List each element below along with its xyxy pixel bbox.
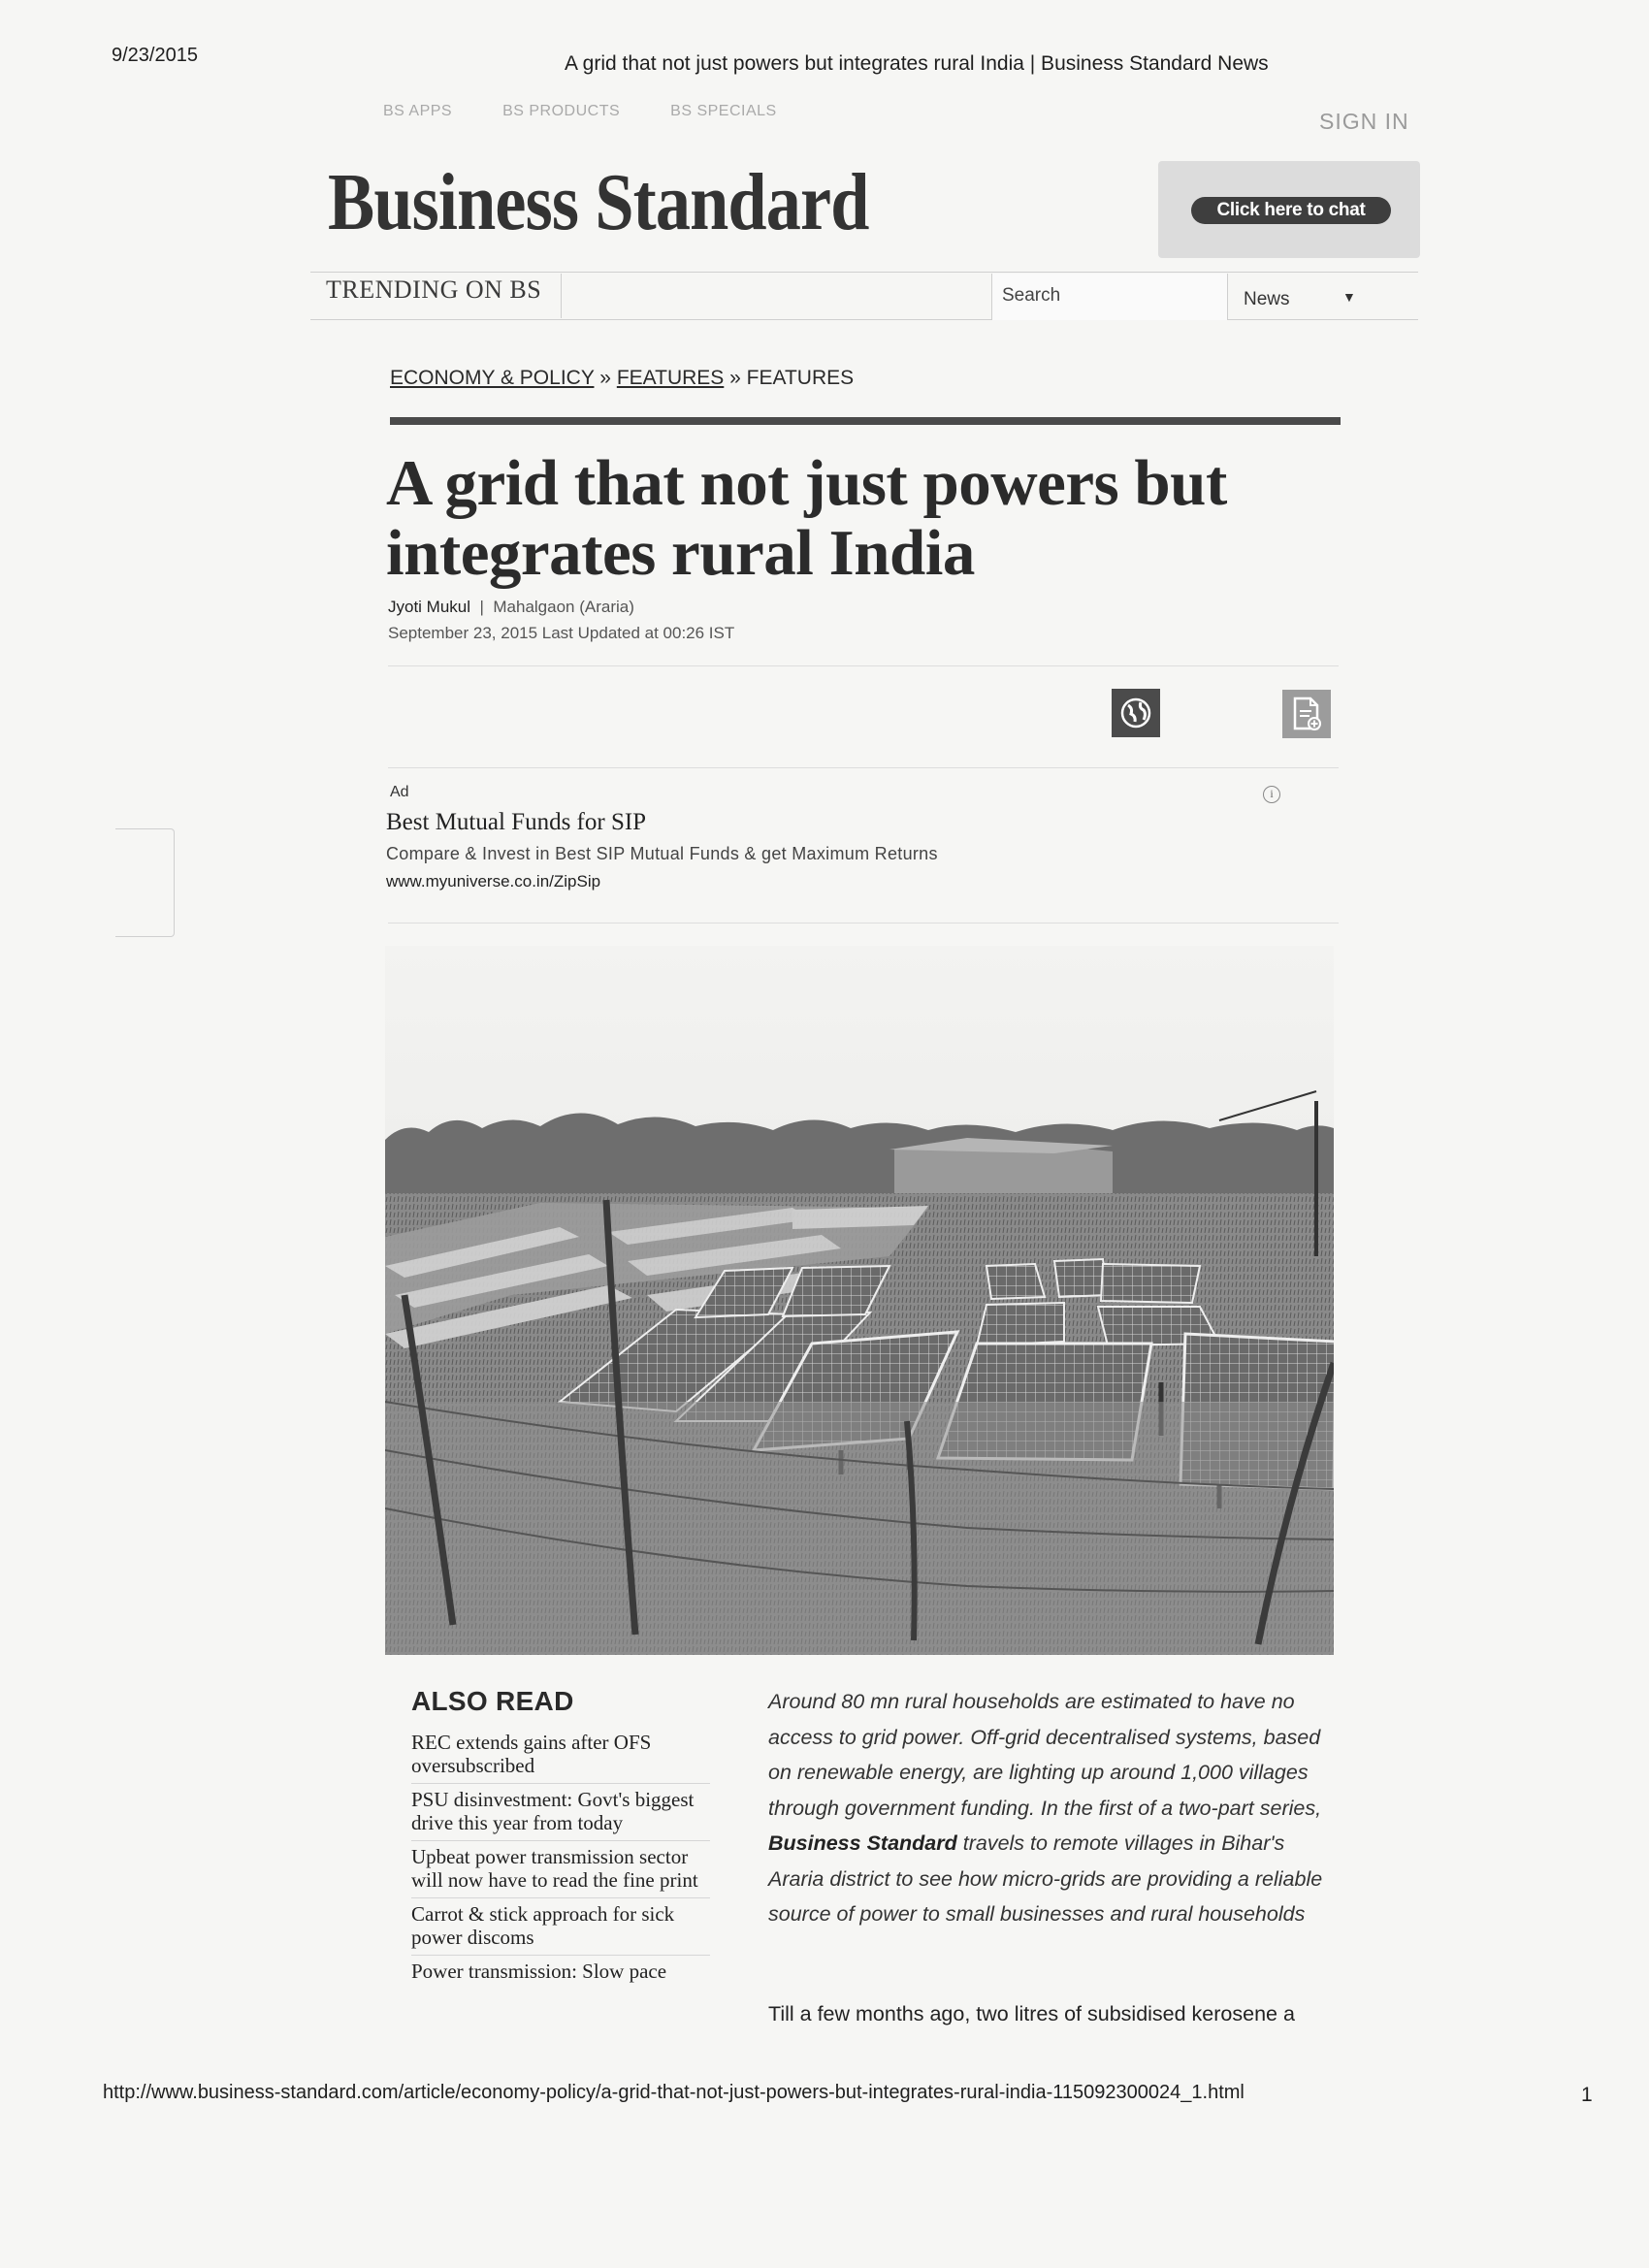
ad-title[interactable]: Best Mutual Funds for SIP <box>386 809 647 835</box>
also-read-item[interactable]: Power transmission: Slow pace <box>411 1960 667 1983</box>
top-nav <box>383 103 777 120</box>
article-intro <box>768 1684 1341 1932</box>
trending-label: TRENDING ON BS <box>326 275 542 304</box>
also-read-heading: ALSO READ <box>411 1686 574 1716</box>
nav-bs-apps[interactable]: BS APPS <box>383 103 453 119</box>
breadcrumb-separator: » <box>729 367 741 389</box>
intro-text: travels to remote villages in Bihar's Araria district to see how micro-grids are providing a reliable source of power to small businesses and rural households <box>768 1831 1323 1926</box>
byline-separator: | <box>474 598 489 616</box>
also-read-item[interactable]: REC extends gains after OFS oversubscribed <box>411 1727 710 1784</box>
dropdown-caret-icon[interactable]: ▼ <box>1342 289 1356 305</box>
ad-label: Ad <box>390 784 409 800</box>
article-location: Mahalgaon (Araria) <box>493 598 634 616</box>
section-rule <box>390 417 1341 425</box>
ad-info-icon[interactable]: i <box>1263 786 1280 803</box>
intro-brand: Business Standard <box>768 1831 957 1855</box>
add-document-icon[interactable] <box>1282 690 1331 738</box>
divider <box>388 665 1339 666</box>
breadcrumb <box>390 367 854 390</box>
article-dateline: September 23, 2015 Last Updated at 00:26 IST <box>388 624 735 642</box>
nav-bs-products[interactable]: BS PRODUCTS <box>502 103 621 119</box>
article-headline: A grid that not just powers but integrates rural India <box>386 447 1227 589</box>
also-read-item[interactable]: Carrot & stick approach for sick power discoms <box>411 1898 710 1956</box>
author-name[interactable]: Jyoti Mukul <box>388 598 471 616</box>
ad-url[interactable]: www.myuniverse.co.in/ZipSip <box>386 872 601 891</box>
chat-button[interactable]: Click here to chat <box>1191 197 1391 224</box>
breadcrumb-current: FEATURES <box>746 367 855 389</box>
article-photo <box>385 946 1334 1655</box>
trending-divider <box>561 274 562 318</box>
print-url: http://www.business-standard.com/article/economy-policy/a-grid-that-not-just-powers-but-integrates-rural-india-115092300024_1.html <box>103 2082 1245 2103</box>
breadcrumb-separator: » <box>599 367 611 389</box>
ad-description[interactable]: Compare & Invest in Best SIP Mutual Funds & get Maximum Returns <box>386 844 938 863</box>
nav-bs-specials[interactable]: BS SPECIALS <box>670 103 777 119</box>
breadcrumb-features[interactable]: FEATURES <box>616 367 725 389</box>
print-page-number: 1 <box>1581 2084 1593 2106</box>
search-input[interactable]: Search <box>991 274 1228 320</box>
byline <box>388 598 634 617</box>
divider <box>388 767 1339 768</box>
intro-text: Around 80 mn rural households are estimated to have no access to grid power. Off-grid decentralised systems, based on renewable energy, are lighting up around 1,000 villages through government funding. In the first of a two-part series, <box>768 1690 1322 1820</box>
sign-in-link[interactable]: SIGN IN <box>1319 109 1409 134</box>
side-widget-frame <box>115 828 175 937</box>
print-date: 9/23/2015 <box>112 45 198 66</box>
also-read-item[interactable]: PSU disinvestment: Govt's biggest drive this year from today <box>411 1784 710 1841</box>
globe-share-icon[interactable] <box>1112 689 1160 737</box>
also-read-list <box>411 1727 710 1989</box>
article-paragraph: Till a few months ago, two litres of subsidised kerosene a <box>768 2002 1295 2025</box>
breadcrumb-economy-policy[interactable]: ECONOMY & POLICY <box>390 367 595 389</box>
site-logo[interactable]: Business Standard <box>328 157 869 247</box>
search-scope-select[interactable]: News <box>1244 289 1290 309</box>
print-page-title: A grid that not just powers but integrates rural India | Business Standard News <box>565 52 1269 75</box>
also-read-item[interactable]: Upbeat power transmission sector will now have to read the fine print <box>411 1841 710 1898</box>
